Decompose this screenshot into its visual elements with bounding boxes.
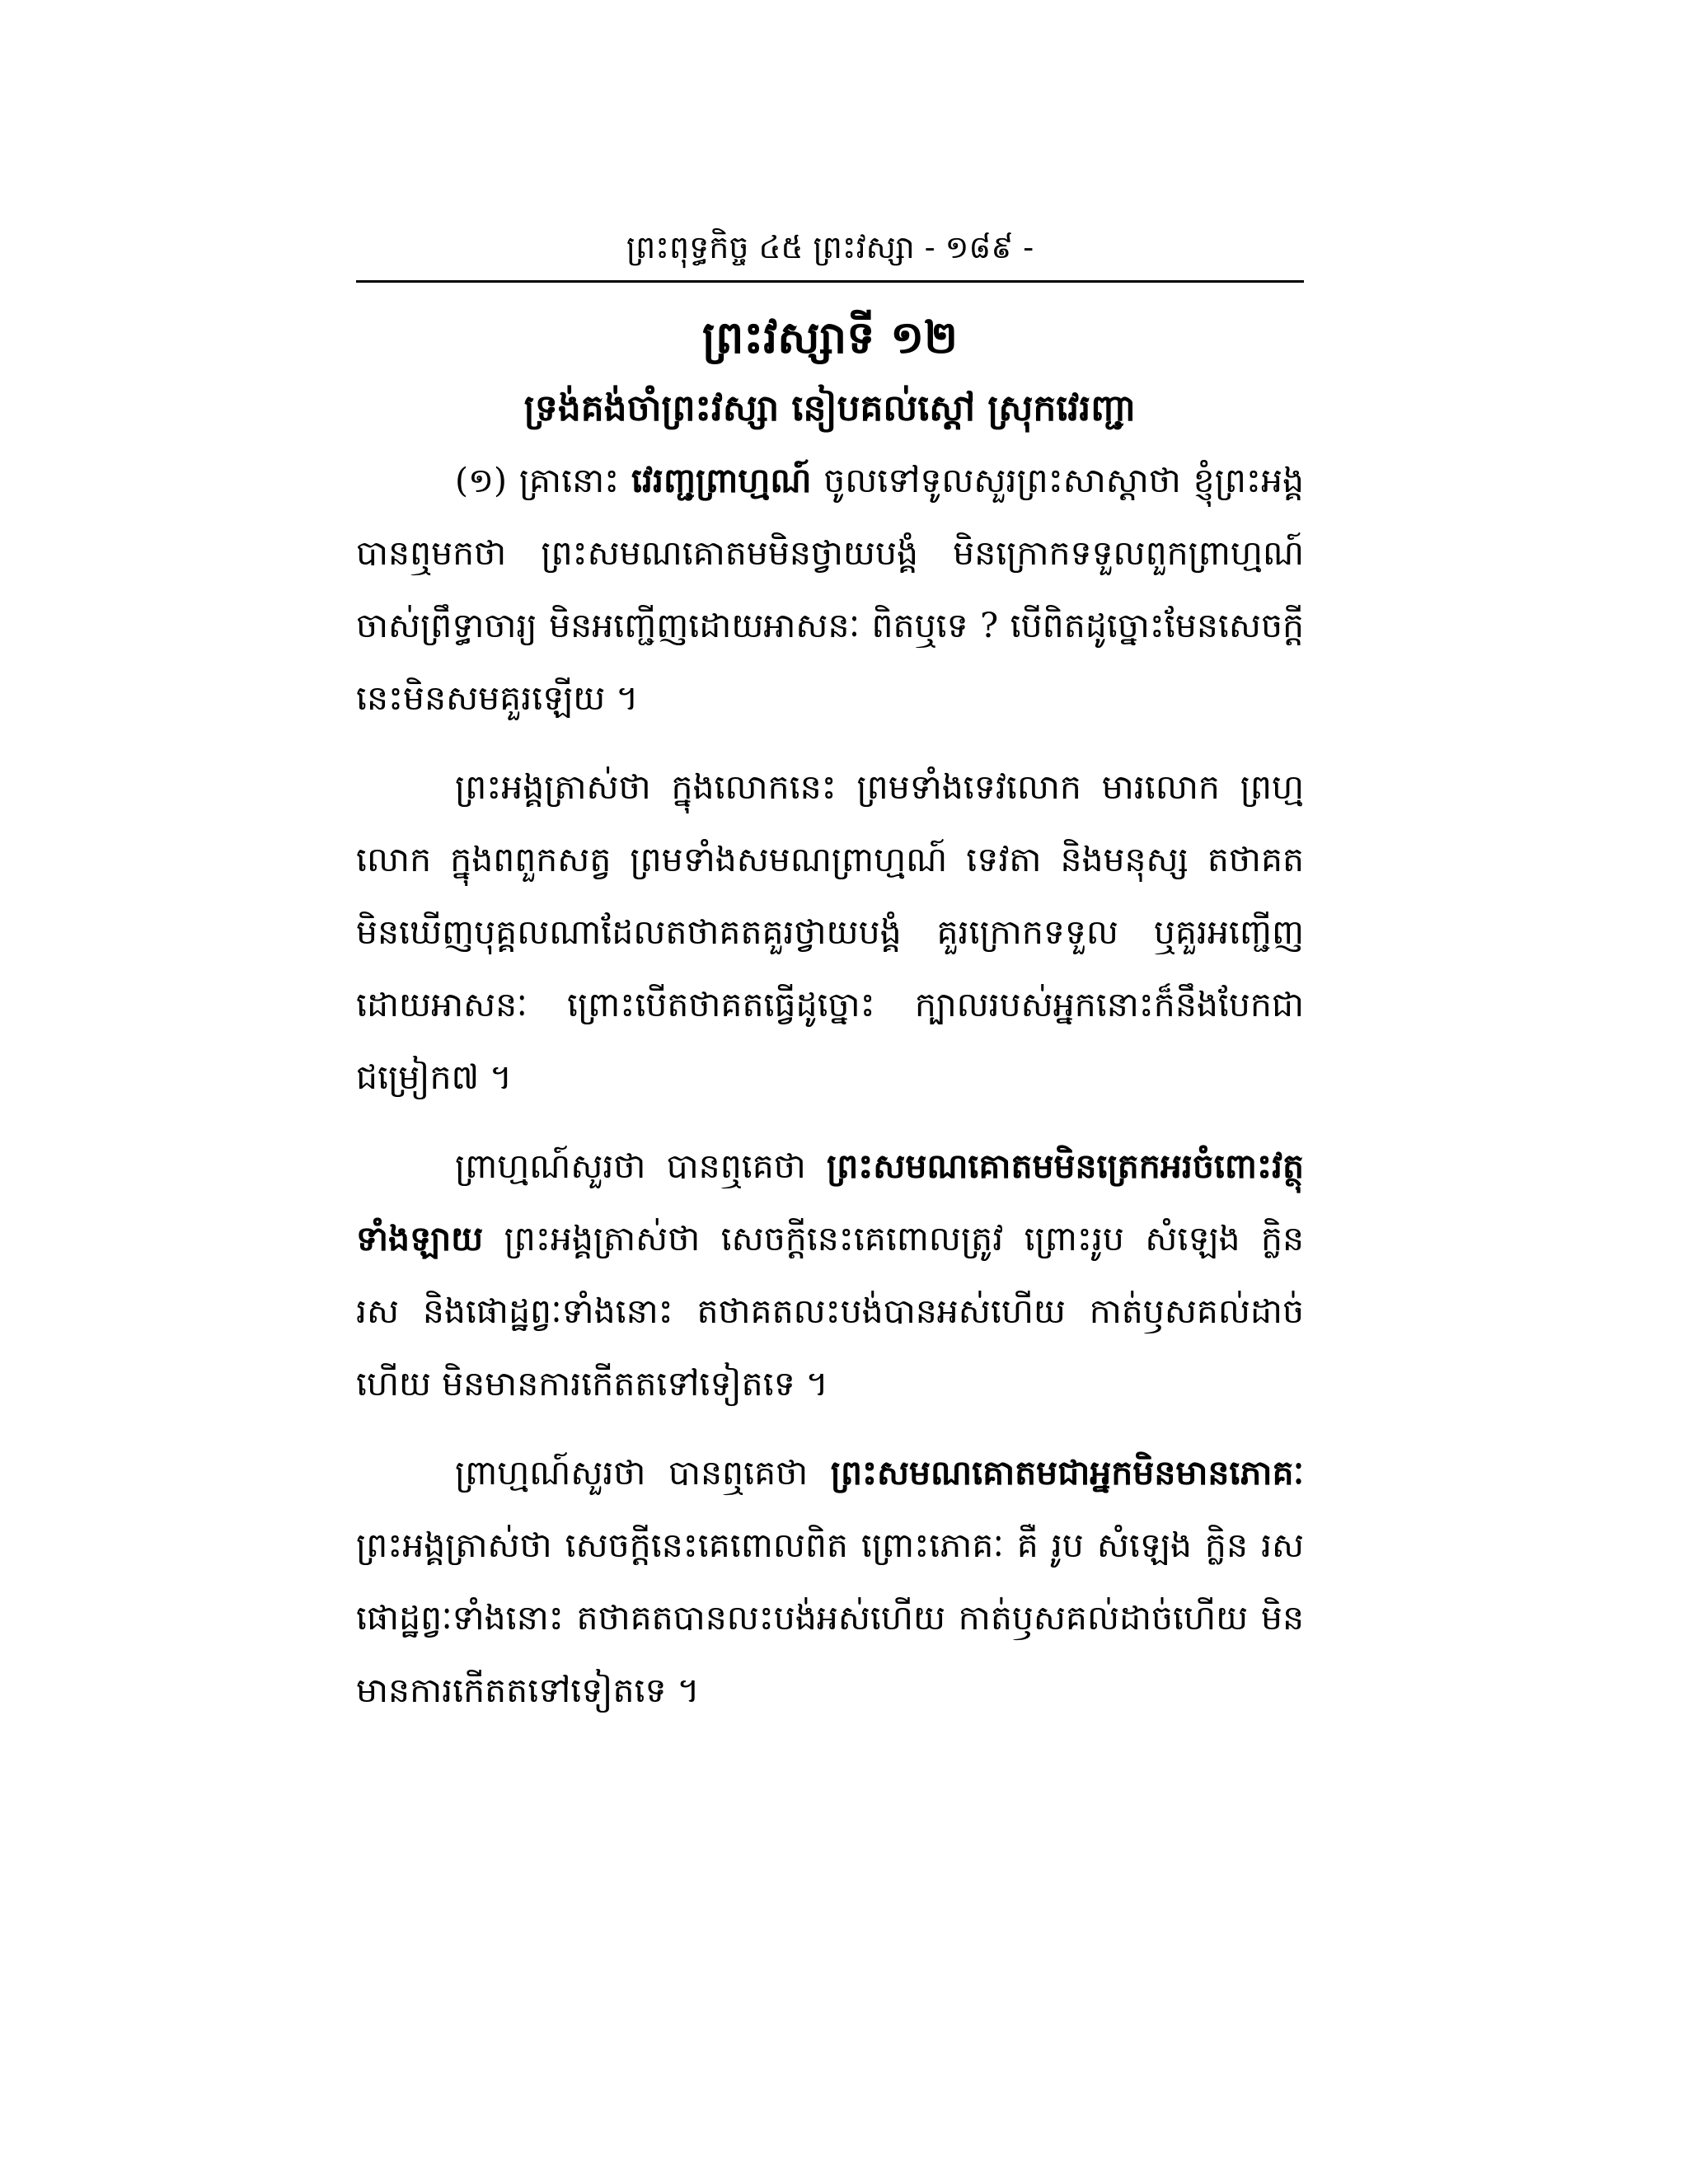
paragraph-4-body: ព្រះអង្គត្រាស់ថា សេចក្ដីនេះគេពោលពិត ព្រោះភោគៈ គឺ រូប សំឡេង ក្លិន រស ផោដ្ឋព្វៈទាំងនោះ តថាគតបានលះបង់អស់ហើយ កាត់ឫសគល់ដាច់ហើយ មិនមានការកើតតទៅទៀតទេ ។ (356, 1526, 1304, 1710)
paragraph-4-claim-bold: ព្រះសមណគោតមជាអ្នកមិនមានភោគៈ (830, 1453, 1304, 1493)
chapter-title: ព្រះវស្សាទី ១២ (702, 311, 958, 363)
paragraph-1-name-bold: វេរញ្ជព្រាហ្មណ៍ (631, 461, 812, 500)
paragraph-1-body: ចូលទៅទូលសួរព្រះសាស្ដាថា ខ្ញុំព្រះអង្គបានឮមកថា ព្រះសមណគោតមមិនថ្វាយបង្គំ មិនក្រោកទទួលពួកព្រាហ្មណ៍ចាស់ព្រឹទ្ធាចារ្យ មិនអញ្ជើញដោយអាសនៈ ពិតឬទេ ? បើពិតដូច្នោះមែនសេចក្ដីនេះមិនសមគួរឡើយ ។ (356, 461, 1304, 718)
paragraph-4-intro: ព្រាហ្មណ៍សួរថា បានឮគេថា (455, 1453, 831, 1493)
paragraph-1 (356, 444, 1304, 734)
running-header: ព្រះពុទ្ធកិច្ច ៤៥ ព្រះវស្សា ​-​ ១៨៩ - (356, 223, 1304, 283)
section-title: ទ្រង់គង់ចាំព្រះវស្សា នៀបគល់ស្ដៅ ស្រុកវេរញ្ជា (523, 387, 1137, 429)
paragraph-2-body: ព្រះអង្គត្រាស់ថា ក្នុងលោកនេះ ព្រមទាំងទេវលោក មារលោក ព្រហ្មលោក ក្នុងពពួកសត្វ ព្រមទាំងសមណព្រាហ្មណ៍ ទេវតា និងមនុស្ស តថាគតមិនឃើញបុគ្គលណាដែលតថាគតគួរថ្វាយបង្គំ គួរក្រោកទទួល ឬគួរអញ្ជើញដោយអាសនៈ ព្រោះបើតថាគតធ្វើដូច្នោះ ក្បាលរបស់អ្នកនោះក៏នឹងបែកជាជម្រៀក៧ ។ (356, 767, 1304, 1097)
paragraph-1-intro: (១) គ្រានោះ (455, 461, 631, 500)
paragraph-3-claim-bold: ព្រះសមណគោតមមិនត្រេកអរចំពោះវត្ថុទាំងឡាយ (356, 1146, 1304, 1258)
paragraph-2 (356, 751, 1304, 1113)
paragraph-3 (356, 1130, 1304, 1420)
paragraph-3-intro: ព្រាហ្មណ៍សួរថា បានឮគេថា (455, 1146, 828, 1186)
document-page (356, 223, 1304, 1727)
paragraph-4 (356, 1436, 1304, 1727)
paragraph-3-body: ព្រះអង្គត្រាស់ថា សេចក្ដីនេះគេពោលត្រូវ ព្រោះរូប សំឡេង ក្លិន រស និងផោដ្ឋព្វៈទាំងនោះ តថាគតលះបង់បានអស់ហើយ កាត់ឫសគល់ដាច់ហើយ មិនមានការកើតតទៅទៀតទេ ។ (356, 1219, 1304, 1404)
